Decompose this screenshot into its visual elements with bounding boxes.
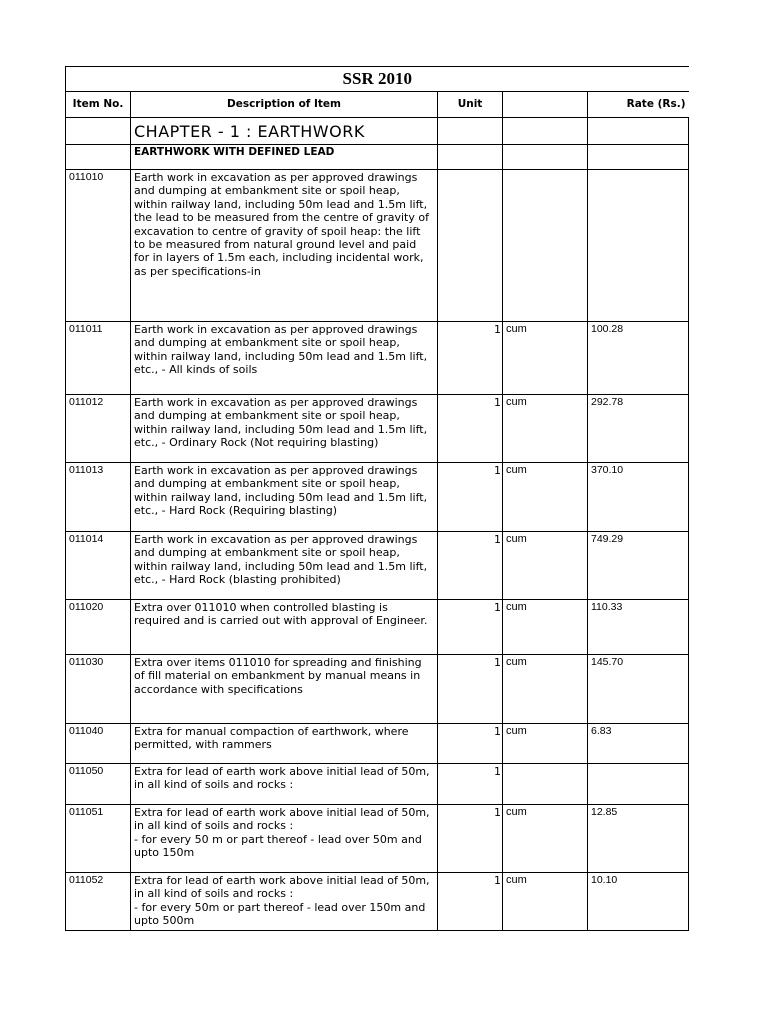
item-number: 011010 (66, 170, 131, 322)
item-quantity (438, 170, 503, 322)
item-rate: 110.33 (588, 600, 689, 655)
header-item-no: Item No. (66, 92, 131, 118)
item-unit: cum (503, 322, 588, 395)
item-number: 011051 (66, 805, 131, 873)
item-description: Earth work in excavation as per approved drawings and dumping at embankment site or spoil heap, within railway land, including 50m lead and 1.5m lift, etc., - Hard Rock (Requiring blasting) (131, 463, 438, 532)
section-blank-cell (588, 145, 689, 170)
item-description: Extra for manual compaction of earthwork, where permitted, with rammers (131, 724, 438, 764)
title-row (66, 67, 689, 92)
item-unit: cum (503, 532, 588, 600)
table-row (66, 463, 689, 532)
item-description: Earth work in excavation as per approved drawings and dumping at embankment site or spoil heap, within railway land, including 50m lead and 1.5m lift, etc., - All kinds of soils (131, 322, 438, 395)
item-rate (588, 764, 689, 805)
document-title: SSR 2010 (66, 67, 689, 92)
item-quantity: 1 (438, 395, 503, 463)
item-quantity: 1 (438, 873, 503, 931)
table-row (66, 395, 689, 463)
item-description: Extra over 011010 when controlled blasting is required and is carried out with approval of Engineer. (131, 600, 438, 655)
table-row (66, 873, 689, 931)
item-unit: cum (503, 463, 588, 532)
item-unit: cum (503, 600, 588, 655)
item-unit (503, 764, 588, 805)
item-description: Extra over items 011010 for spreading and finishing of fill material on embankment by manual means in accordance with specifications (131, 655, 438, 724)
item-number: 011013 (66, 463, 131, 532)
chapter-blank-cell (438, 118, 503, 145)
item-number: 011050 (66, 764, 131, 805)
item-number: 011011 (66, 322, 131, 395)
item-unit (503, 170, 588, 322)
item-description: Earth work in excavation as per approved drawings and dumping at embankment site or spoil heap, within railway land, including 50m lead and 1.5m lift, the lead to be measured from the centre of gravity of excavation to centre of gravity of spoil heap: the lift to be measured from natural ground level and paid for in layers of 1.5m each, including incidental work, as per specifications-in (131, 170, 438, 322)
item-number: 011052 (66, 873, 131, 931)
table-row (66, 170, 689, 322)
item-rate: 12.85 (588, 805, 689, 873)
header-row (66, 92, 689, 118)
item-number: 011014 (66, 532, 131, 600)
item-unit: cum (503, 655, 588, 724)
chapter-blank-cell (503, 118, 588, 145)
header-unit: Unit (438, 92, 503, 118)
item-quantity: 1 (438, 805, 503, 873)
chapter-blank-cell (588, 118, 689, 145)
table-row (66, 724, 689, 764)
header-unit-blank (503, 92, 588, 118)
rate-schedule-table (65, 66, 689, 931)
item-description: Earth work in excavation as per approved drawings and dumping at embankment site or spoil heap, within railway land, including 50m lead and 1.5m lift, etc., - Hard Rock (blasting prohibited) (131, 532, 438, 600)
item-description: Extra for lead of earth work above initial lead of 50m, in all kind of soils and rocks : - for every 50 m or part thereof - lead over 50m and upto 150m (131, 805, 438, 873)
item-number: 011040 (66, 724, 131, 764)
table-row (66, 532, 689, 600)
table-row (66, 322, 689, 395)
item-unit: cum (503, 395, 588, 463)
item-description: Extra for lead of earth work above initial lead of 50m, in all kind of soils and rocks : (131, 764, 438, 805)
item-rate (588, 170, 689, 322)
item-rate: 292.78 (588, 395, 689, 463)
item-rate: 6.83 (588, 724, 689, 764)
section-heading: EARTHWORK WITH DEFINED LEAD (131, 145, 438, 170)
item-rate: 370.10 (588, 463, 689, 532)
item-quantity: 1 (438, 532, 503, 600)
item-quantity: 1 (438, 600, 503, 655)
table-row (66, 805, 689, 873)
header-rate: Rate (Rs.) (588, 92, 689, 118)
table-row (66, 764, 689, 805)
section-row (66, 145, 689, 170)
item-rate: 749.29 (588, 532, 689, 600)
table-row (66, 655, 689, 724)
item-quantity: 1 (438, 764, 503, 805)
item-unit: cum (503, 873, 588, 931)
section-blank-cell (438, 145, 503, 170)
section-item-cell (66, 145, 131, 170)
item-number: 011030 (66, 655, 131, 724)
item-quantity: 1 (438, 463, 503, 532)
item-number: 011012 (66, 395, 131, 463)
item-rate: 10.10 (588, 873, 689, 931)
item-rate: 100.28 (588, 322, 689, 395)
item-quantity: 1 (438, 724, 503, 764)
chapter-item-cell (66, 118, 131, 145)
chapter-row (66, 118, 689, 145)
item-quantity: 1 (438, 655, 503, 724)
item-description: Extra for lead of earth work above initial lead of 50m, in all kind of soils and rocks : - for every 50m or part thereof - lead over 150m and upto 500m (131, 873, 438, 931)
section-blank-cell (503, 145, 588, 170)
chapter-heading: CHAPTER - 1 : EARTHWORK (131, 118, 438, 145)
item-quantity: 1 (438, 322, 503, 395)
item-number: 011020 (66, 600, 131, 655)
table-row (66, 600, 689, 655)
item-unit: cum (503, 805, 588, 873)
header-description: Description of Item (131, 92, 438, 118)
item-unit: cum (503, 724, 588, 764)
item-description: Earth work in excavation as per approved drawings and dumping at embankment site or spoil heap, within railway land, including 50m lead and 1.5m lift, etc., - Ordinary Rock (Not requiring blasting) (131, 395, 438, 463)
item-rate: 145.70 (588, 655, 689, 724)
